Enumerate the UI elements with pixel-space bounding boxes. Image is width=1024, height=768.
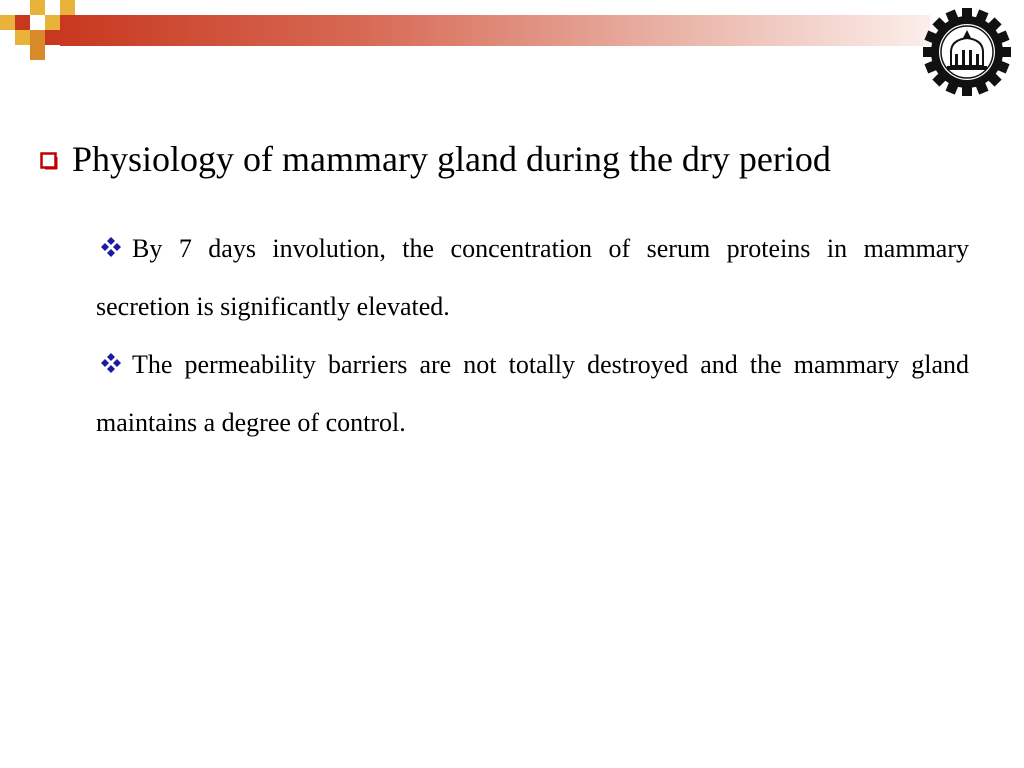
decor-square xyxy=(45,15,60,30)
point-text: By 7 days involution, the concentration of serum proteins in mammary secretion is significantly elevated. xyxy=(96,234,969,321)
list-item xyxy=(96,336,969,452)
decor-square xyxy=(15,15,30,30)
point-text: The permeability barriers are not totally destroyed and the mammary gland maintains a degree of control. xyxy=(96,350,969,437)
four-diamond-bullet-icon xyxy=(100,221,122,243)
four-diamond-bullet-icon xyxy=(100,337,122,359)
list-item xyxy=(96,220,969,336)
decor-square xyxy=(30,45,45,60)
slide-heading xyxy=(40,138,831,181)
header-decoration xyxy=(0,0,1024,70)
header-gradient-bar xyxy=(60,15,930,46)
decor-square xyxy=(30,30,45,45)
university-seal-icon xyxy=(922,8,1012,96)
decor-square xyxy=(45,30,60,45)
bullet-list xyxy=(96,220,969,452)
heading-text: Physiology of mammary gland during the dry period xyxy=(72,139,831,179)
hollow-square-bullet-icon xyxy=(40,152,58,170)
decor-square xyxy=(0,15,15,30)
decor-square xyxy=(15,30,30,45)
decor-square xyxy=(30,0,45,15)
decor-square xyxy=(60,0,75,15)
